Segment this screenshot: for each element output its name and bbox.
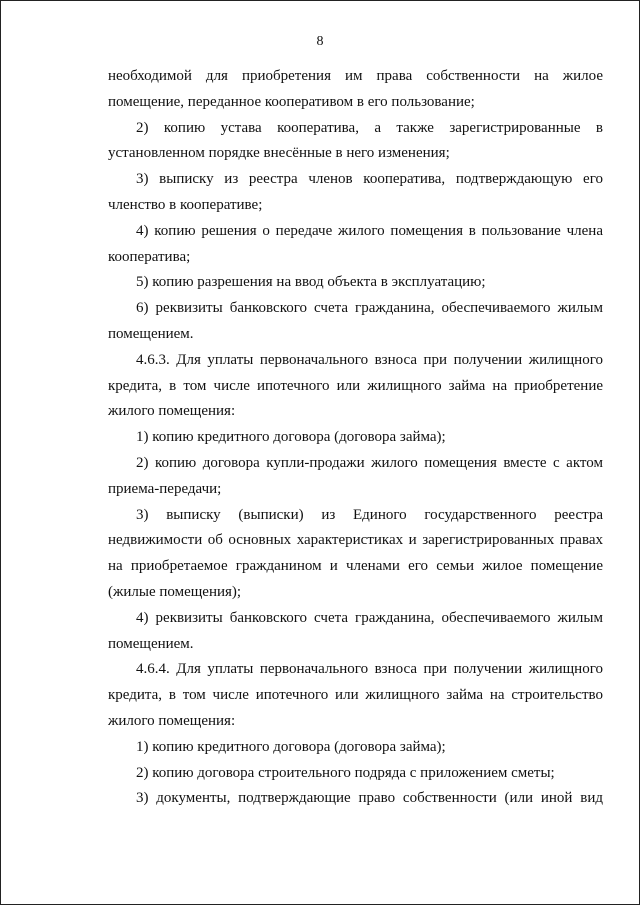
- paragraph: 6) реквизиты банковского счета гражданина, обеспечиваемого жилым помещением.: [108, 300, 603, 342]
- paragraph: 3) выписку из реестра членов кооператива, подтверждающую его членство в кооперативе;: [108, 171, 603, 213]
- section-heading-paragraph: 4.6.4. Для уплаты первоначального взноса при получении жилищного кредита, в том числе ипотечного или жилищного займа на строительство жилого помещения:: [108, 661, 603, 729]
- paragraph: 4) копию решения о передаче жилого помещения в пользование члена кооператива;: [108, 222, 603, 265]
- paragraph: необходимой для приобретения им права собственности на жилое помещение, переданное кооперативом в его пользование;: [108, 68, 603, 110]
- paragraph: 2) копию устава кооператива, а также зарегистрированные в установленном порядке внесённые в него изменения;: [108, 119, 603, 162]
- paragraph: 1) копию кредитного договора (договора займа);: [136, 429, 446, 446]
- paragraph: 3) документы, подтверждающие право собственности (или иной вид: [136, 790, 603, 807]
- paragraph: 4) реквизиты банковского счета гражданина, обеспечиваемого жилым помещением.: [108, 609, 603, 652]
- paragraph: 5) копию разрешения на ввод объекта в эксплуатацию;: [136, 274, 486, 291]
- paragraph: 2) копию договора строительного подряда с приложением сметы;: [136, 764, 555, 781]
- paragraph: 1) копию кредитного договора (договора займа);: [136, 738, 446, 755]
- document-body: [108, 64, 603, 812]
- page-number: 8: [316, 34, 324, 49]
- section-heading-paragraph: 4.6.3. Для уплаты первоначального взноса при получении жилищного кредита, в том числе ипотечного или жилищного займа на приобретение жилого помещения:: [108, 351, 603, 420]
- paragraph: 3) выписку (выписки) из Единого государственного реестра недвижимости об основных характеристиках и зарегистрированных правах на приобретаемое гражданином и членами его семьи жилое помещение (жилые помещения);: [108, 506, 603, 600]
- paragraph: 2) копию договора купли-продажи жилого помещения вместе с актом приема-передачи;: [108, 454, 603, 497]
